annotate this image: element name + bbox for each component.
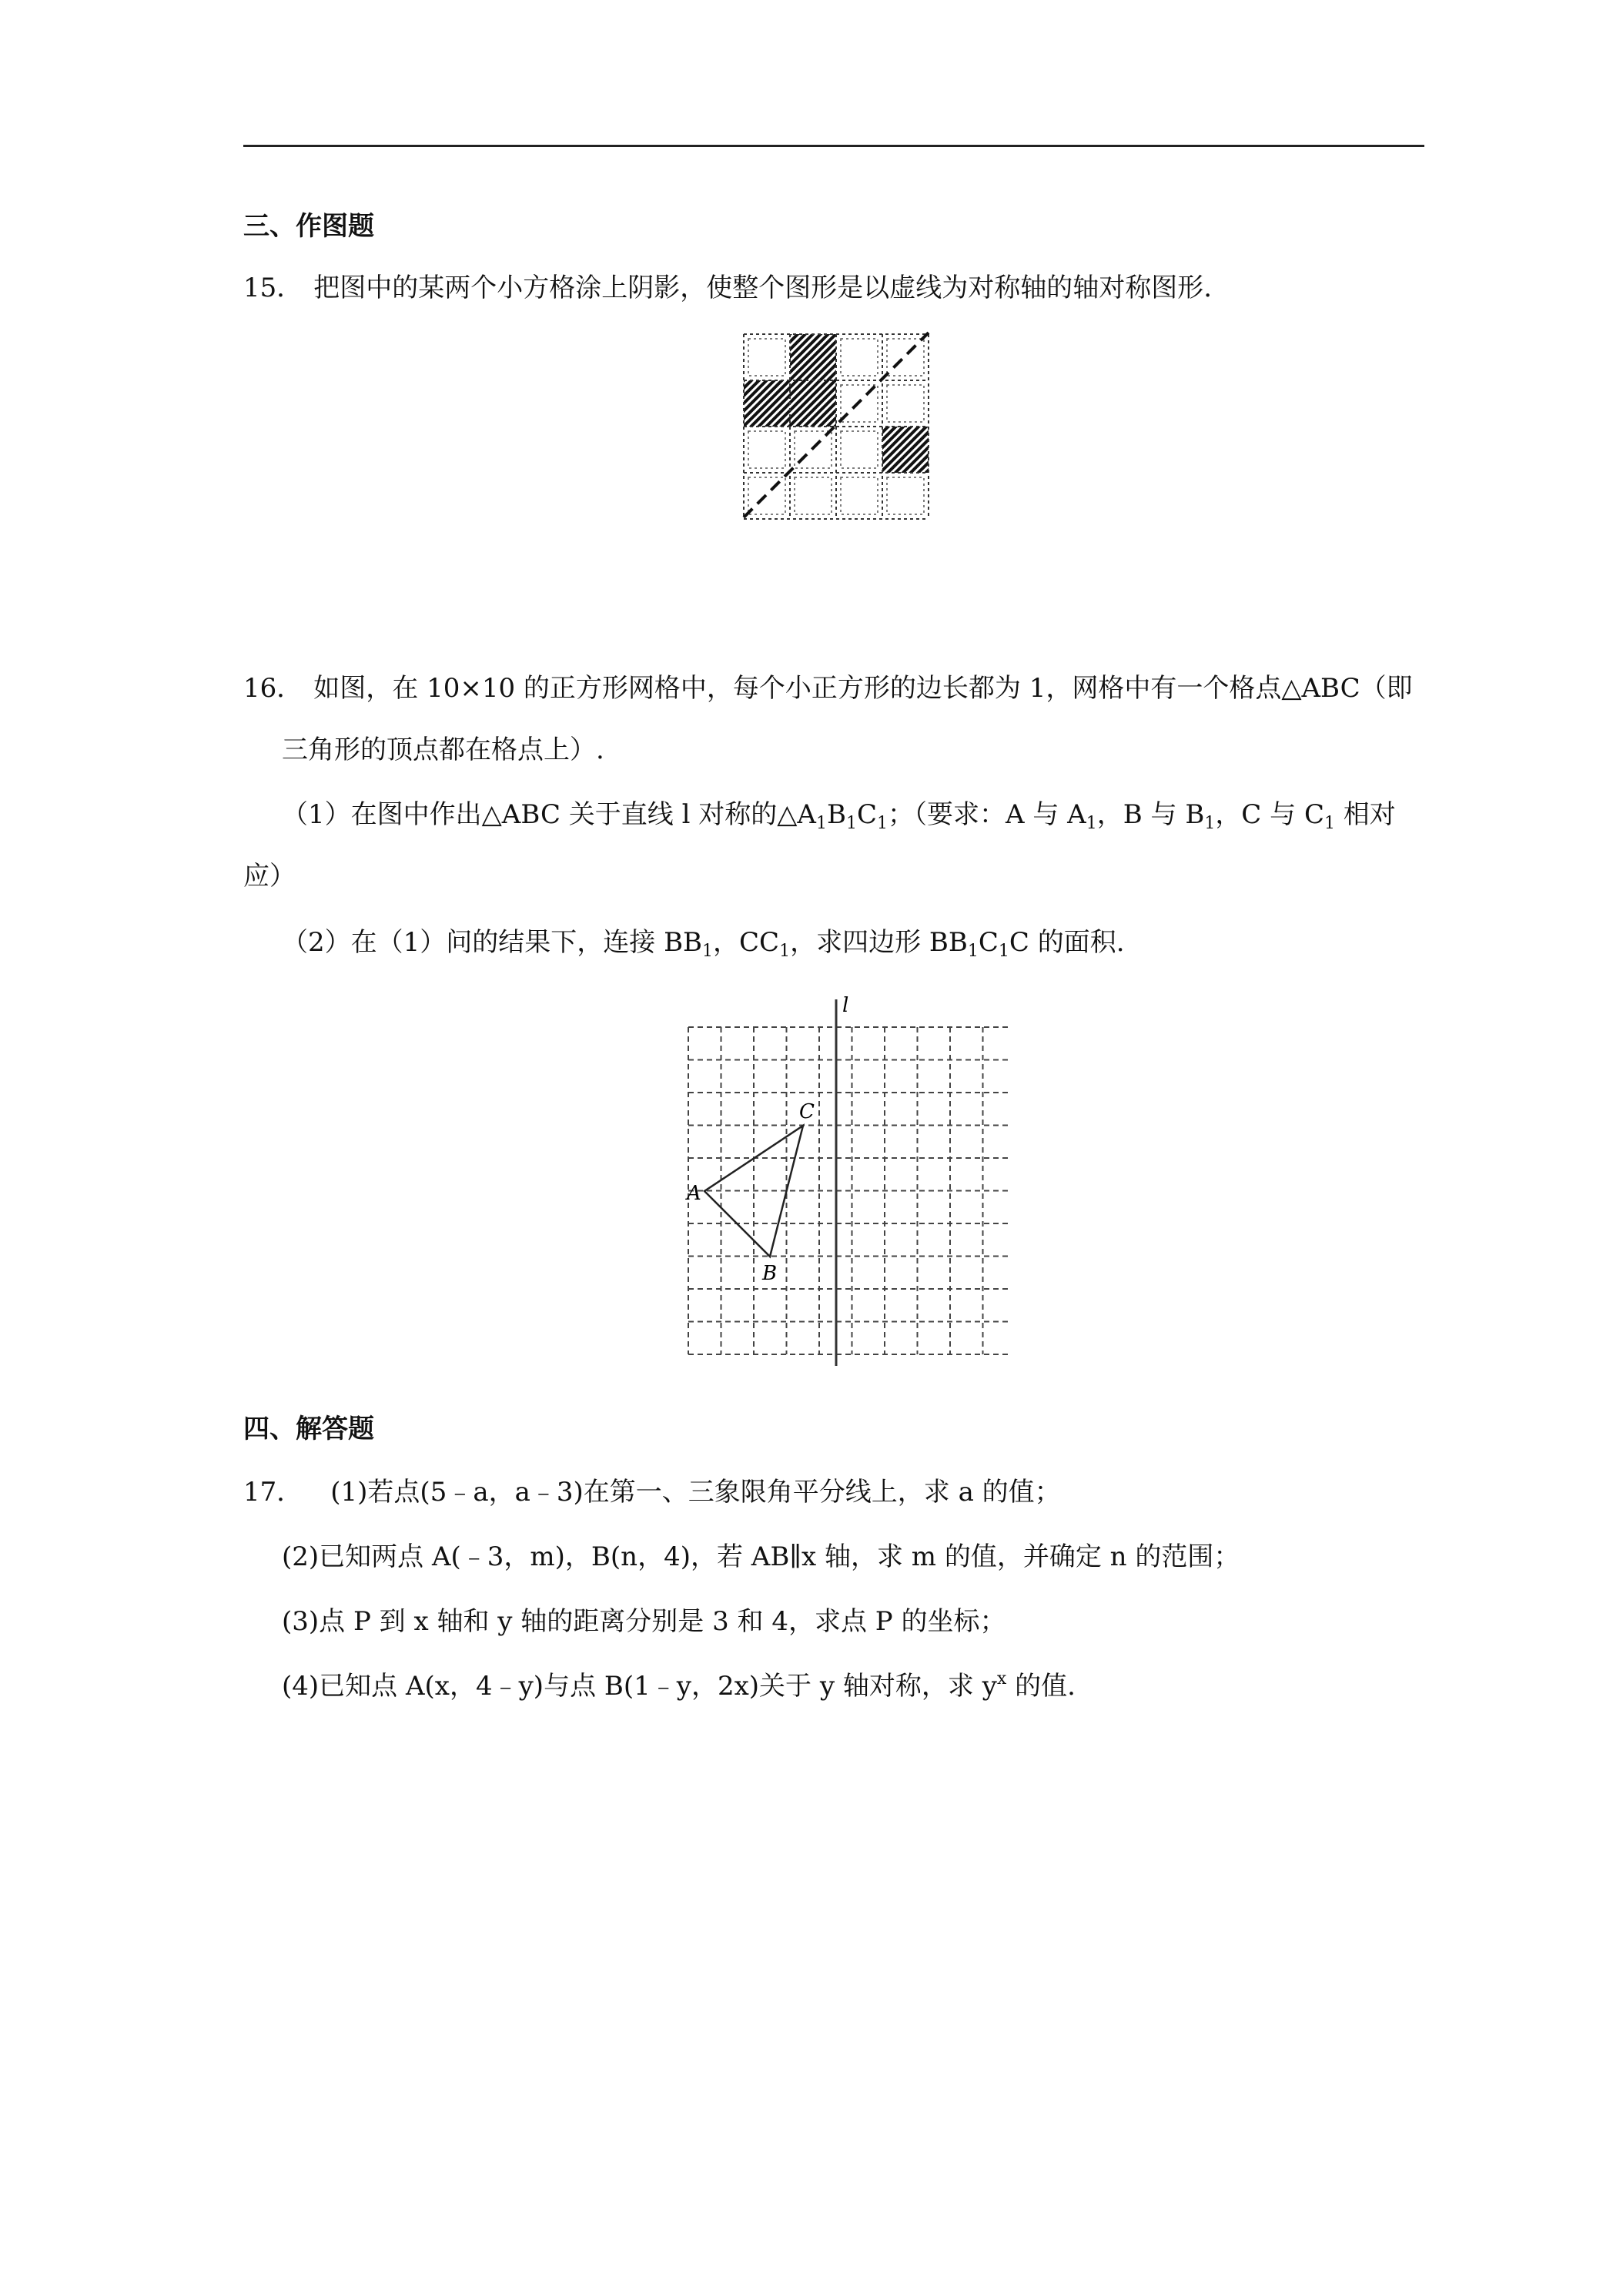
part1-text-e: ，B 与 B (1096, 799, 1205, 830)
blank-cell (748, 339, 785, 376)
question-16-part1 (282, 798, 1396, 832)
shaded-cell (790, 334, 836, 380)
question-16 (243, 671, 1413, 705)
part1-sub-3: 1 (876, 814, 888, 833)
shaded-cell (790, 380, 836, 427)
part2-text-e: C 的面积. (1009, 927, 1125, 958)
blank-cell (795, 477, 832, 514)
part1-text-d: ；（要求：A 与 A (887, 799, 1086, 830)
blank-cell (841, 431, 878, 468)
blank-cell (887, 385, 924, 422)
blank-cell (748, 431, 785, 468)
question-17-part3: (3)点 P 到 x 轴和 y 轴的距离分别是 3 和 4，求点 P 的坐标； (282, 1606, 1006, 1637)
part1-text-g: 相对 (1334, 799, 1396, 830)
question-17-number: 17． (243, 1477, 303, 1508)
question-16-number: 16． (243, 673, 303, 704)
part2-text-c: ，求四边形 BB (790, 927, 968, 958)
part2-sub-1: 1 (702, 942, 714, 961)
line-l-label: l (842, 994, 849, 1017)
figure-15-grid (739, 330, 935, 525)
part1-sub-5: 1 (1204, 814, 1216, 833)
figure-16-grid (654, 993, 1009, 1378)
part1-text-b: B (826, 799, 846, 830)
part1-text-f: ，C 与 C (1215, 799, 1324, 830)
part4-text-b: 的值. (1006, 1671, 1076, 1702)
question-16-line2: 三角形的顶点都在格点上）. (282, 735, 604, 765)
part1-text-c: C (856, 799, 877, 830)
vertex-label-b: B (762, 1262, 778, 1285)
section-heading-answer: 四、解答题 (243, 1414, 374, 1444)
part2-text-d: C (978, 927, 999, 958)
header-rule (243, 145, 1424, 147)
part1-text-a: （1）在图中作出△ABC 关于直线 l 对称的△A (282, 799, 816, 830)
question-15-number: 15． (243, 273, 303, 303)
question-17-part2: (2)已知两点 A(﹣3，m)，B(n，4)，若 AB∥x 轴，求 m 的值，并确定 n 的范围； (282, 1541, 1240, 1572)
question-16-line1: 如图，在 10×10 的正方形网格中，每个小正方形的边长都为 1，网格中有一个格点△ABC（即 (313, 673, 1413, 704)
blank-cell (841, 339, 878, 376)
vertex-label-c: C (799, 1100, 815, 1123)
question-16-part2 (282, 925, 1125, 959)
part1-sub-4: 1 (1086, 814, 1097, 833)
question-17-part4 (282, 1669, 1076, 1703)
part1-sub-1: 1 (815, 814, 827, 833)
section-heading-drawing: 三、作图题 (243, 211, 374, 242)
part2-sub-3: 1 (967, 942, 979, 961)
part2-sub-2: 1 (779, 942, 791, 961)
part1-sub-6: 1 (1323, 814, 1335, 833)
part4-text-a: (4)已知点 A(x，4﹣y)与点 B(1﹣y，2x)关于 y 轴对称，求 y (282, 1671, 997, 1702)
part4-superscript: x (996, 1669, 1007, 1689)
question-15-text: 把图中的某两个小方格涂上阴影，使整个图形是以虚线为对称轴的轴对称图形. (313, 273, 1213, 303)
part2-text-a: （2）在（1）问的结果下，连接 BB (282, 927, 703, 958)
question-16-part1-continued: 应） (243, 861, 296, 892)
blank-cell (887, 339, 924, 376)
shaded-cell (744, 380, 790, 427)
question-17 (243, 1475, 1061, 1509)
question-17-part1: (1)若点(5﹣a，a﹣3)在第一、三象限角平分线上，求 a 的值； (330, 1477, 1061, 1508)
question-15 (243, 271, 1212, 305)
part2-sub-4: 1 (998, 942, 1009, 961)
vertex-label-a: A (687, 1182, 701, 1205)
blank-cell (887, 477, 924, 514)
part2-text-b: ，CC (713, 927, 780, 958)
shaded-cell (882, 427, 929, 473)
part1-sub-2: 1 (845, 814, 857, 833)
blank-cell (841, 477, 878, 514)
